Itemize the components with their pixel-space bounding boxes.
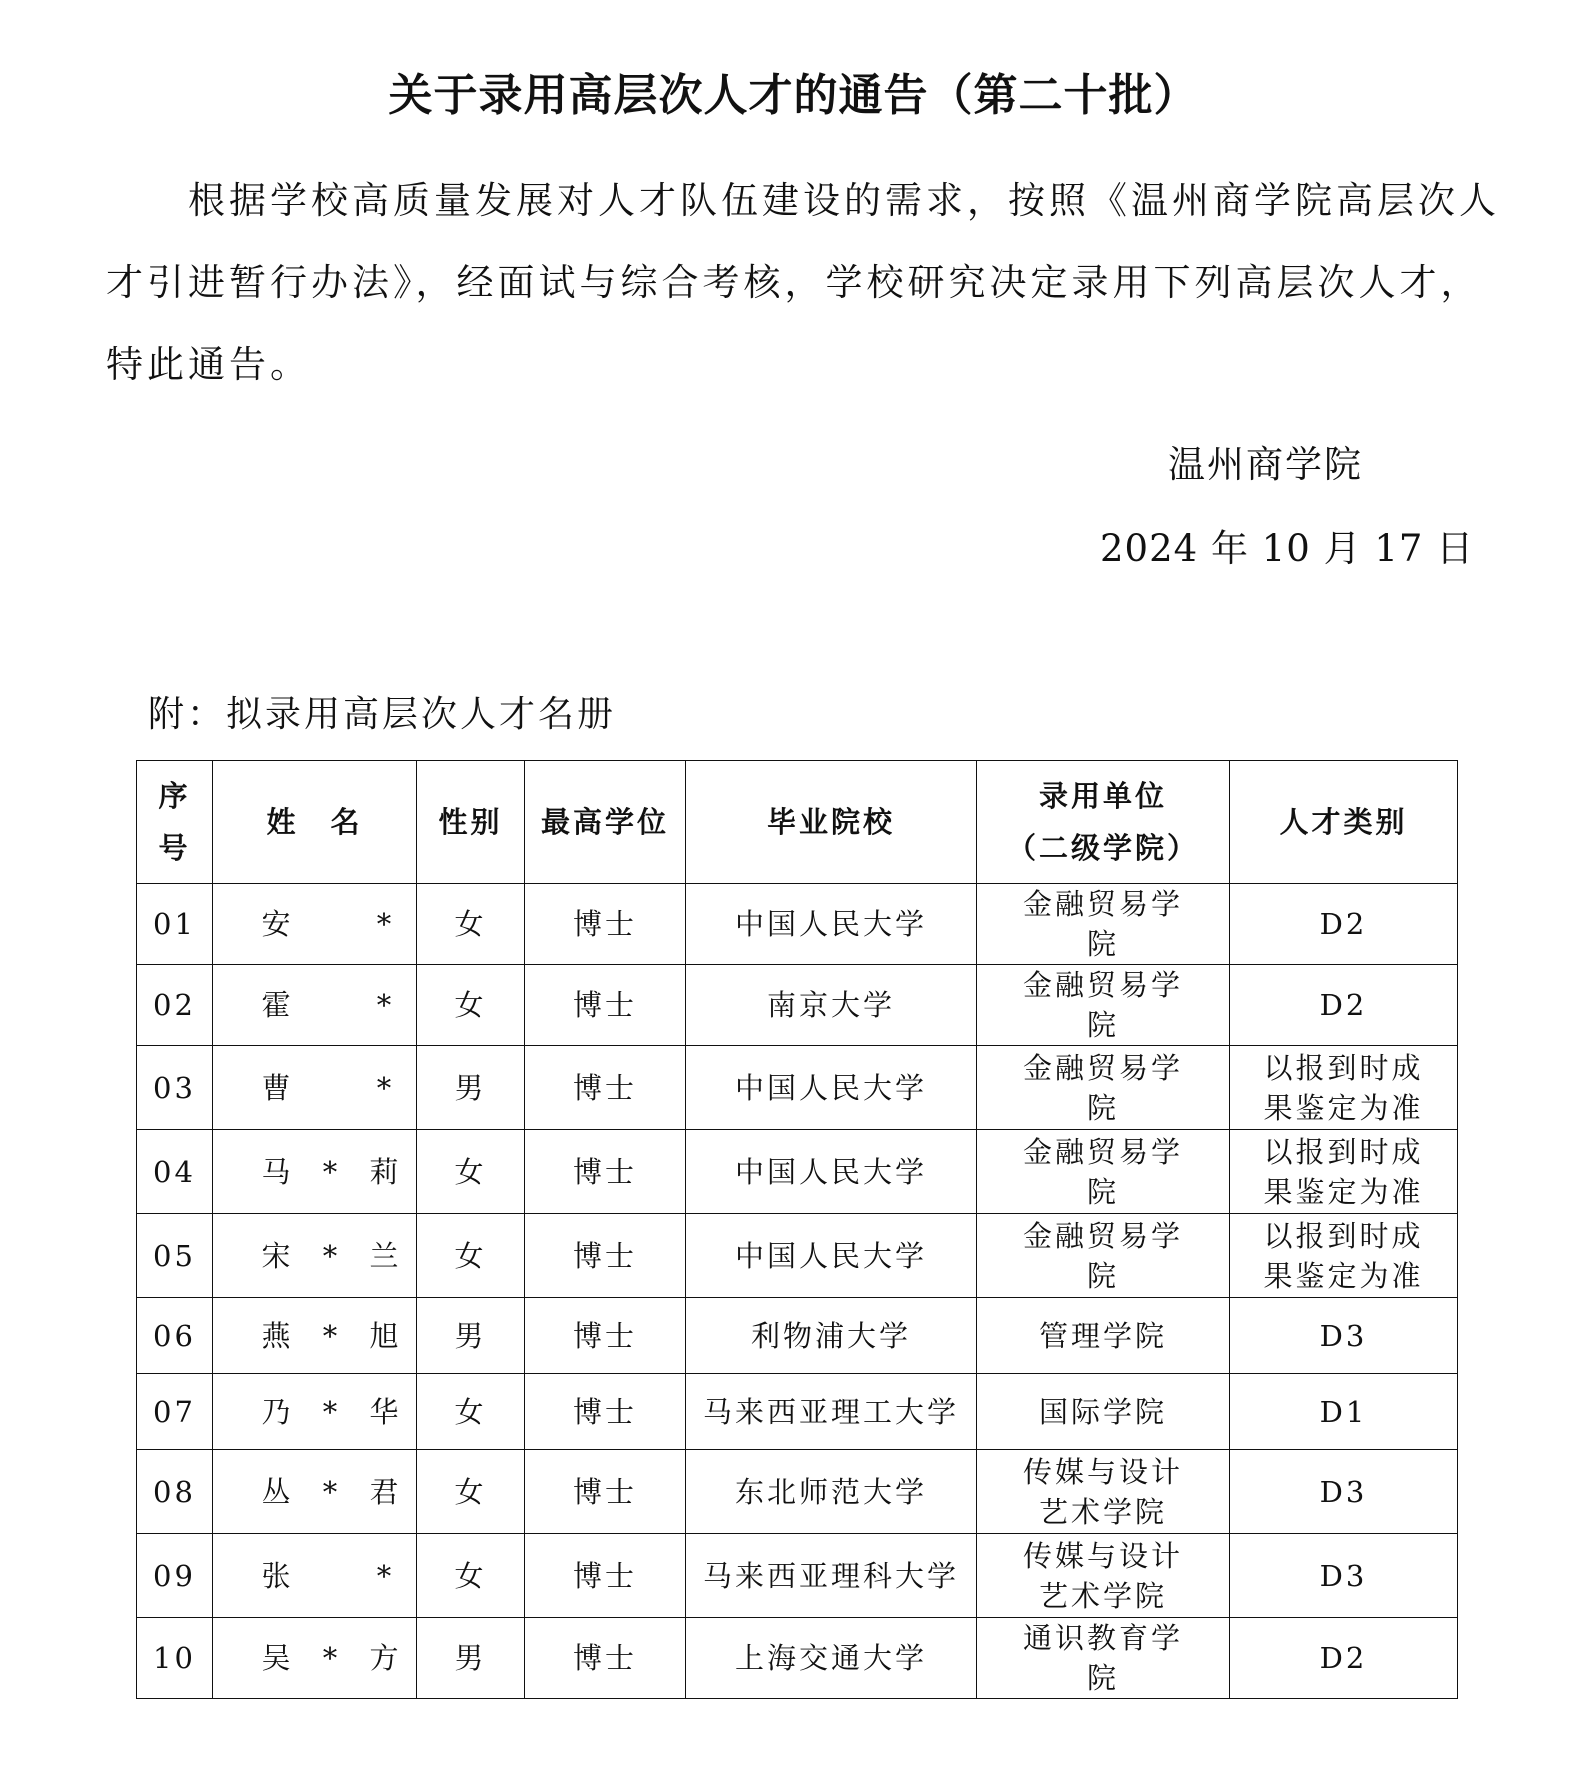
cell-category: [1230, 965, 1458, 1046]
table-row: [137, 884, 1458, 965]
header-index: [137, 761, 213, 884]
cell-degree: 博士: [525, 1618, 686, 1699]
cell-category-text: D3: [1319, 1318, 1368, 1353]
name-char: 马: [261, 1154, 294, 1189]
cell-school: 中国人民大学: [686, 1046, 977, 1130]
talent-roster-table: [136, 760, 1458, 1699]
cell-unit-text: 金融贸易学院: [1022, 1134, 1183, 1209]
table-row: [137, 1534, 1458, 1618]
cell-school: 上海交通大学: [686, 1618, 977, 1699]
cell-category: [1230, 1618, 1458, 1699]
table-row: [137, 1214, 1458, 1298]
name-char: *: [322, 1318, 341, 1353]
cell-category-text: 以报到时成果鉴定为准: [1263, 1134, 1424, 1209]
cell-gender: 女: [417, 1450, 525, 1534]
cell-unit: [977, 1130, 1230, 1214]
cell-category-text: D1: [1319, 1394, 1368, 1429]
name-char: *: [322, 1154, 341, 1189]
date-day-unit: 日: [1436, 527, 1475, 570]
date-month: 10: [1261, 527, 1311, 570]
name-char: 宋: [261, 1238, 294, 1273]
cell-gender: 男: [417, 1046, 525, 1130]
header-category: 人才类别: [1230, 761, 1458, 884]
cell-category: [1230, 1298, 1458, 1374]
name-char: 曹: [261, 1070, 294, 1105]
cell-category-text: D3: [1319, 1474, 1368, 1509]
name-char: 乃: [261, 1394, 294, 1429]
cell-gender: 女: [417, 884, 525, 965]
header-index-line-1: 序: [158, 779, 191, 813]
table-header-row: [137, 761, 1458, 884]
header-school: 毕业院校: [686, 761, 977, 884]
signature-org: 温州商学院: [1168, 443, 1363, 486]
cell-index: 05: [137, 1214, 213, 1298]
signature-date: [1100, 524, 1474, 574]
cell-degree: 博士: [525, 884, 686, 965]
cell-category: [1230, 1130, 1458, 1214]
name-char: *: [376, 988, 395, 1022]
cell-category-text: 以报到时成果鉴定为准: [1263, 1050, 1424, 1125]
table-body: [137, 884, 1458, 1699]
cell-unit: [977, 965, 1230, 1046]
cell-school: 中国人民大学: [686, 1214, 977, 1298]
name-char: 兰: [369, 1238, 402, 1273]
cell-name: [213, 965, 417, 1046]
cell-unit-text: 金融贸易学院: [1022, 1218, 1183, 1293]
cell-degree: 博士: [525, 1214, 686, 1298]
cell-name: [213, 1130, 417, 1214]
cell-category: [1230, 1534, 1458, 1618]
cell-degree: 博士: [525, 1450, 686, 1534]
name-char: 莉: [369, 1154, 402, 1189]
name-char: *: [322, 1238, 341, 1273]
cell-name: [213, 1214, 417, 1298]
cell-name: [213, 1450, 417, 1534]
name-char: 方: [369, 1641, 402, 1675]
name-char: *: [376, 907, 395, 941]
cell-category-text: D2: [1319, 988, 1368, 1022]
body-line-2: 才引进暂行办法》，经面试与综合考核，学校研究决定录用下列高层次人才，: [106, 261, 1482, 304]
name-char: *: [322, 1641, 341, 1675]
cell-gender: 女: [417, 1374, 525, 1450]
cell-category: [1230, 884, 1458, 965]
cell-gender: 女: [417, 965, 525, 1046]
cell-unit: [977, 1298, 1230, 1374]
cell-gender: 女: [417, 1214, 525, 1298]
cell-category: [1230, 1374, 1458, 1450]
cell-unit-text: 国际学院: [1038, 1394, 1167, 1429]
cell-index: 03: [137, 1046, 213, 1130]
cell-gender: 男: [417, 1618, 525, 1699]
cell-index: 04: [137, 1130, 213, 1214]
cell-index: 08: [137, 1450, 213, 1534]
cell-index: 09: [137, 1534, 213, 1618]
name-char: 君: [369, 1474, 402, 1509]
name-char: *: [376, 1070, 395, 1105]
cell-unit: [977, 1046, 1230, 1130]
cell-unit-text: 金融贸易学院: [1022, 968, 1183, 1042]
cell-name: [213, 1374, 417, 1450]
cell-gender: 男: [417, 1298, 525, 1374]
cell-name: [213, 1046, 417, 1130]
date-day: 17: [1374, 527, 1424, 570]
name-char: 旭: [369, 1318, 402, 1353]
cell-unit: [977, 1618, 1230, 1699]
table-row: [137, 1450, 1458, 1534]
cell-school: 马来西亚理工大学: [686, 1374, 977, 1450]
cell-school: 东北师范大学: [686, 1450, 977, 1534]
cell-unit-text: 通识教育学院: [1022, 1621, 1183, 1695]
table-row: [137, 1374, 1458, 1450]
cell-degree: 博士: [525, 1298, 686, 1374]
cell-category-text: D2: [1319, 1641, 1368, 1675]
cell-school: 中国人民大学: [686, 1130, 977, 1214]
name-char: 华: [369, 1394, 402, 1429]
body-line-3: 特此通告。: [106, 343, 311, 386]
body-line-1: 根据学校高质量发展对人才队伍建设的需求，按照《温州商学院高层次人: [188, 179, 1500, 222]
cell-index: 06: [137, 1298, 213, 1374]
name-char: 丛: [261, 1474, 294, 1509]
cell-degree: 博士: [525, 1374, 686, 1450]
cell-name: [213, 1534, 417, 1618]
name-char: 吴: [261, 1641, 294, 1675]
cell-degree: 博士: [525, 965, 686, 1046]
cell-unit-text: 金融贸易学院: [1022, 887, 1183, 961]
cell-degree: 博士: [525, 1130, 686, 1214]
cell-category-text: D3: [1319, 1558, 1368, 1593]
table-row: [137, 1046, 1458, 1130]
cell-index: 07: [137, 1374, 213, 1450]
cell-school: 中国人民大学: [686, 884, 977, 965]
cell-school: 利物浦大学: [686, 1298, 977, 1374]
header-index-line-2: 号: [158, 831, 191, 865]
header-name: 姓 名: [213, 761, 417, 884]
cell-gender: 女: [417, 1130, 525, 1214]
name-char: 张: [261, 1558, 294, 1593]
cell-category: [1230, 1046, 1458, 1130]
name-char: *: [376, 1558, 395, 1593]
cell-unit-text: 金融贸易学院: [1022, 1050, 1183, 1125]
date-month-unit: 月: [1323, 527, 1362, 570]
cell-name: [213, 1298, 417, 1374]
cell-school: 马来西亚理科大学: [686, 1534, 977, 1618]
cell-unit-text: 管理学院: [1038, 1318, 1167, 1353]
cell-category-text: 以报到时成果鉴定为准: [1263, 1218, 1424, 1293]
header-unit: [977, 761, 1230, 884]
cell-school: 南京大学: [686, 965, 977, 1046]
cell-unit: [977, 1214, 1230, 1298]
cell-unit: [977, 1374, 1230, 1450]
header-gender: 性别: [417, 761, 525, 884]
table-row: [137, 1618, 1458, 1699]
attachment-title: 附：拟录用高层次人才名册: [148, 694, 617, 735]
cell-degree: 博士: [525, 1534, 686, 1618]
name-char: *: [322, 1394, 341, 1429]
cell-name: [213, 1618, 417, 1699]
cell-unit: [977, 1450, 1230, 1534]
table-row: [137, 1298, 1458, 1374]
cell-gender: 女: [417, 1534, 525, 1618]
name-char: 燕: [261, 1318, 294, 1353]
cell-name: [213, 884, 417, 965]
cell-index: 10: [137, 1618, 213, 1699]
cell-degree: 博士: [525, 1046, 686, 1130]
name-char: *: [322, 1474, 341, 1509]
header-degree: 最高学位: [525, 761, 686, 884]
cell-category-text: D2: [1319, 907, 1368, 941]
cell-unit: [977, 884, 1230, 965]
date-year: 2024: [1100, 527, 1199, 570]
header-unit-line-1: 录用单位: [1038, 779, 1167, 813]
cell-unit-text: 传媒与设计艺术学院: [1022, 1454, 1183, 1529]
cell-unit-text: 传媒与设计艺术学院: [1022, 1538, 1183, 1613]
cell-category: [1230, 1214, 1458, 1298]
name-char: 霍: [261, 988, 294, 1022]
cell-index: 01: [137, 884, 213, 965]
header-unit-line-2: （二级学院）: [1006, 831, 1199, 865]
cell-unit: [977, 1534, 1230, 1618]
cell-index: 02: [137, 965, 213, 1046]
table-row: [137, 1130, 1458, 1214]
cell-category: [1230, 1450, 1458, 1534]
table-row: [137, 965, 1458, 1046]
date-year-unit: 年: [1210, 527, 1249, 570]
notice-title: 关于录用高层次人才的通告（第二十批）: [388, 70, 1199, 121]
name-char: 安: [261, 907, 294, 941]
